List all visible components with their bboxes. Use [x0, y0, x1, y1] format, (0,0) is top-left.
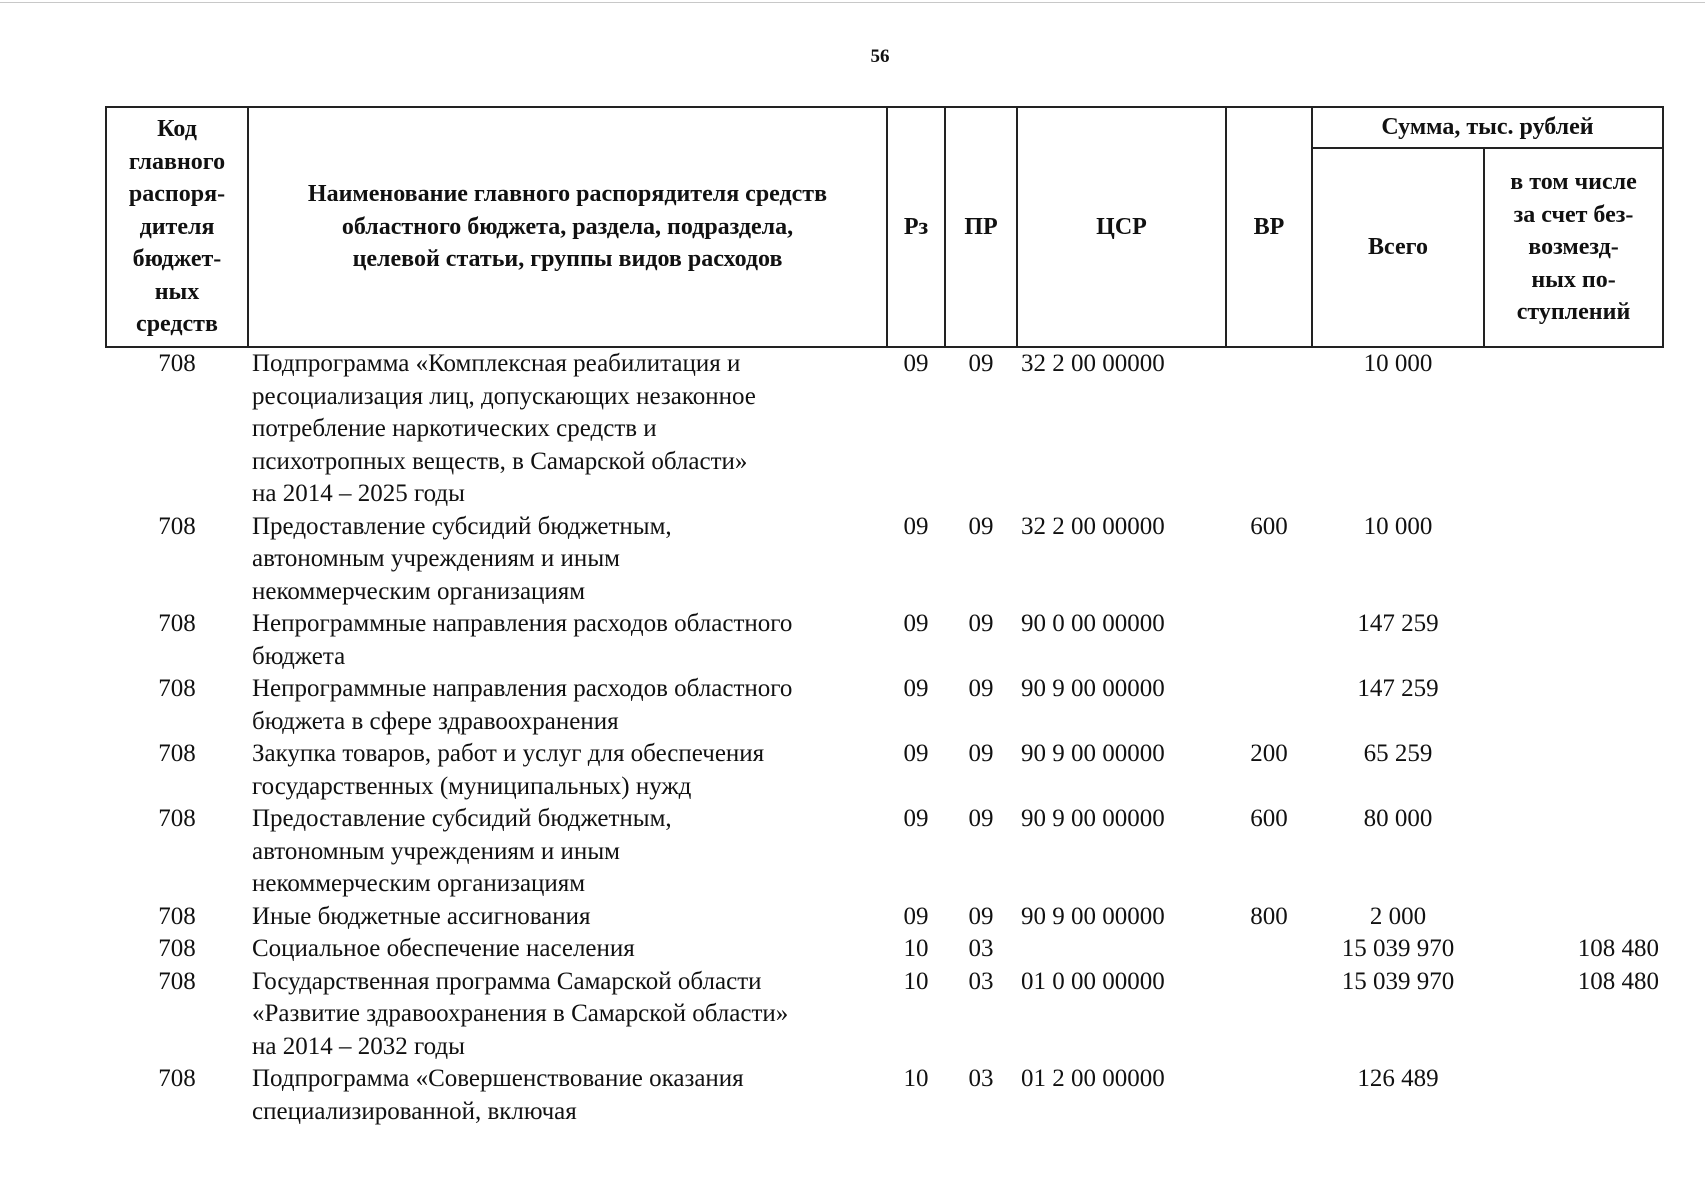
cell-free [1484, 1063, 1663, 1128]
name-line: Социальное обеспечение населения [252, 935, 635, 962]
name-line: на 2014 – 2025 годы [252, 480, 465, 507]
name-line: на 2014 – 2032 годы [252, 1032, 465, 1060]
table-row [106, 803, 1663, 901]
cell-name [248, 347, 887, 511]
header-free-line: ных по- [1531, 266, 1616, 293]
cell-pr: 09 [968, 350, 994, 377]
name-line: Предоставление субсидий бюджетным, [252, 512, 672, 540]
cell-free [1484, 901, 1663, 934]
cell-pr: 03 [968, 935, 994, 962]
cell-rz: 09 [903, 512, 929, 540]
cell-rz: 10 [903, 935, 929, 962]
cell-csr: 90 9 00 00000 [1021, 740, 1165, 767]
table-row [106, 933, 1663, 966]
header-pr: ПР [945, 107, 1017, 347]
table-body [106, 347, 1663, 1128]
cell-csr: 90 9 00 00000 [1021, 675, 1165, 702]
cell-total: 15 039 970 [1341, 935, 1455, 962]
name-line: Предоставление субсидий бюджетным, [252, 805, 672, 832]
cell-csr: 90 0 00 00000 [1021, 610, 1165, 637]
cell-total: 2 000 [1369, 902, 1427, 930]
table-row [106, 511, 1663, 609]
cell-name [248, 966, 887, 1064]
cell-pr: 03 [968, 967, 994, 995]
cell-code: 708 [158, 675, 196, 702]
cell-rz: 09 [903, 805, 929, 832]
cell-csr: 01 0 00 00000 [1021, 967, 1165, 995]
cell-pr: 09 [968, 675, 994, 702]
header-code-line: средств [136, 311, 218, 338]
header-free [1484, 148, 1663, 347]
cell-rz: 09 [903, 610, 929, 637]
name-line: государственных (муниципальных) нужд [252, 772, 692, 800]
header-name-line: Наименование главного распорядителя средств [307, 181, 828, 208]
name-line: Подпрограмма «Комплексная реабилитация и [252, 350, 741, 377]
name-line: ресоциализация лиц, допускающих незаконное [252, 382, 756, 410]
cell-rz: 10 [903, 1065, 929, 1092]
cell-code: 708 [158, 350, 196, 377]
table-row [106, 1063, 1663, 1128]
header-code-line: дителя [139, 213, 215, 240]
cell-csr [1017, 933, 1226, 966]
cell-total: 147 259 [1357, 675, 1439, 702]
name-line: Непрограммные направления расходов областного [252, 675, 793, 702]
cell-total: 126 489 [1357, 1065, 1439, 1092]
name-line: Закупка товаров, работ и услуг для обеспечения [252, 740, 765, 767]
cell-name [248, 608, 887, 673]
cell-free: 108 480 [1577, 967, 1660, 995]
header-free-line: возмезд- [1528, 234, 1619, 261]
cell-csr: 32 2 00 00000 [1021, 350, 1165, 377]
name-line: психотропных веществ, в Самарской области» [252, 447, 748, 475]
name-line: автономным учреждениям и иным [252, 545, 620, 572]
cell-code: 708 [158, 610, 196, 637]
header-code [106, 107, 248, 347]
table-row [106, 347, 1663, 511]
cell-vr [1226, 608, 1312, 673]
cell-vr [1226, 673, 1312, 738]
cell-code: 708 [158, 740, 196, 767]
cell-pr: 09 [968, 902, 994, 930]
table-row [106, 608, 1663, 673]
cell-csr: 90 9 00 00000 [1021, 805, 1165, 832]
cell-name [248, 738, 887, 803]
header-csr: ЦСР [1017, 107, 1226, 347]
cell-rz: 09 [903, 350, 929, 377]
cell-free: 108 480 [1577, 935, 1660, 962]
cell-pr: 09 [968, 512, 994, 540]
name-line: специализированной, включая [252, 1097, 577, 1125]
name-line: потребление наркотических средств и [252, 415, 657, 442]
cell-csr: 32 2 00 00000 [1021, 512, 1165, 540]
cell-csr: 01 2 00 00000 [1021, 1065, 1165, 1092]
cell-free [1484, 511, 1663, 609]
cell-pr: 09 [968, 610, 994, 637]
cell-rz: 09 [903, 902, 929, 930]
cell-vr: 600 [1250, 512, 1288, 540]
cell-total: 147 259 [1357, 610, 1439, 637]
header-vr: ВР [1226, 107, 1312, 347]
cell-total: 80 000 [1363, 805, 1433, 832]
cell-name [248, 803, 887, 901]
cell-name [248, 511, 887, 609]
page-number: 56 [870, 46, 890, 67]
cell-free [1484, 608, 1663, 673]
name-line: некоммерческим организациям [252, 870, 586, 897]
name-line: Иные бюджетные ассигнования [252, 902, 591, 930]
cell-code: 708 [158, 512, 196, 540]
budget-table [105, 106, 1664, 1128]
cell-code: 708 [158, 967, 196, 995]
cell-total: 65 259 [1363, 740, 1433, 767]
header-code-line: главного [128, 148, 226, 175]
cell-pr: 09 [968, 740, 994, 767]
cell-pr: 03 [968, 1065, 994, 1092]
name-line: бюджета [252, 642, 346, 670]
cell-free [1484, 347, 1663, 511]
cell-pr: 09 [968, 805, 994, 832]
header-free-line: за счет без- [1513, 201, 1634, 228]
name-line: автономным учреждениям и иным [252, 837, 620, 865]
name-line: Государственная программа Самарской области [252, 967, 762, 995]
header-name-line: целевой статьи, группы видов расходов [352, 246, 783, 273]
table-row [106, 901, 1663, 934]
header-sum: Сумма, тыс. рублей [1312, 107, 1663, 148]
cell-free [1484, 673, 1663, 738]
name-line: Подпрограмма «Совершенствование оказания [252, 1065, 744, 1092]
name-line: некоммерческим организациям [252, 577, 586, 605]
cell-name [248, 1063, 887, 1128]
cell-vr: 800 [1250, 902, 1288, 930]
cell-name [248, 901, 887, 934]
cell-vr [1226, 347, 1312, 511]
cell-name [248, 673, 887, 738]
table-row [106, 966, 1663, 1064]
header-name-line: областного бюджета, раздела, подраздела, [341, 213, 794, 240]
cell-total: 15 039 970 [1341, 967, 1455, 995]
cell-vr: 600 [1250, 805, 1288, 832]
table-row [106, 738, 1663, 803]
cell-code: 708 [158, 902, 196, 930]
cell-vr: 200 [1250, 740, 1288, 767]
scan-edge-line [0, 2, 1705, 3]
cell-csr: 90 9 00 00000 [1021, 902, 1165, 930]
cell-vr [1226, 966, 1312, 1064]
cell-rz: 09 [903, 675, 929, 702]
header-code-line: ных [154, 278, 200, 305]
header-code-line: бюджет- [132, 246, 222, 273]
cell-free [1484, 803, 1663, 901]
cell-name [248, 933, 887, 966]
table-header [106, 107, 1663, 347]
name-line: Непрограммные направления расходов областного [252, 610, 793, 637]
header-name [248, 107, 887, 347]
cell-code: 708 [158, 805, 196, 832]
header-code-line: распоря- [128, 181, 226, 208]
cell-code: 708 [158, 1065, 196, 1092]
name-line: «Развитие здравоохранения в Самарской области» [252, 1000, 789, 1027]
header-code-line: Код [157, 116, 197, 143]
header-total: Всего [1312, 148, 1484, 347]
header-rz: Рз [887, 107, 945, 347]
header-free-line: в том числе [1510, 169, 1637, 196]
name-line: бюджета в сфере здравоохранения [252, 707, 619, 735]
cell-rz: 10 [903, 967, 929, 995]
header-free-line: ступлений [1516, 299, 1631, 326]
cell-total: 10 000 [1363, 350, 1433, 377]
cell-vr [1226, 933, 1312, 966]
table-row [106, 673, 1663, 738]
cell-code: 708 [158, 935, 196, 962]
cell-rz: 09 [903, 740, 929, 767]
cell-free [1484, 738, 1663, 803]
cell-vr [1226, 1063, 1312, 1128]
cell-total: 10 000 [1363, 512, 1433, 540]
